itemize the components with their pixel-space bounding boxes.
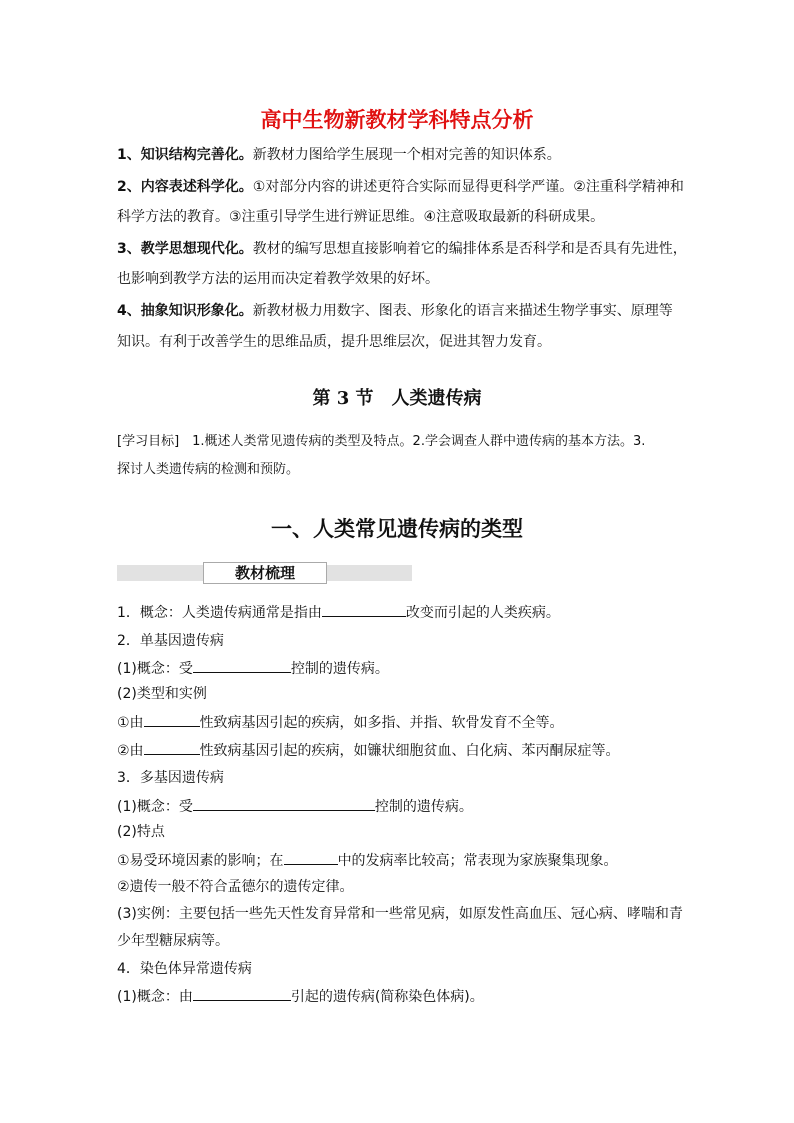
line-text: 1．概念：人类遗传病通常是指由 — [117, 605, 322, 621]
chromosomal-concept — [117, 986, 484, 1007]
line-text: 改变而引起的人类疾病。 — [405, 605, 560, 621]
feature-label: 3、教学思想现代化。 — [117, 241, 253, 257]
line-text: 控制的遗传病。 — [290, 661, 389, 677]
line-text: 引起的遗传病(简称染色体病)。 — [290, 989, 484, 1005]
line-text: (1)概念：由 — [117, 989, 193, 1005]
feature-text: 新教材极力用数字、图表、形象化的语言来描述生物学事实、原理等 — [252, 303, 673, 319]
fill-blank[interactable] — [193, 986, 291, 1001]
line-text: 性致病基因引起的疾病，如多指、并指、软骨发育不全等。 — [199, 715, 564, 731]
concept-line — [117, 602, 560, 623]
line-text: ①易受环境因素的影响；在 — [117, 853, 284, 869]
fill-blank[interactable] — [144, 712, 200, 727]
textbook-summary-label: 教材梳理 — [203, 562, 327, 584]
part-title: 一、人类常见遗传病的类型 — [271, 516, 523, 541]
feature-text: ①对部分内容的讲述更符合实际而显得更科学严谨。②注重科学精神和 — [252, 179, 684, 195]
line-text: ①由 — [117, 715, 144, 731]
examples-line-continued: 少年型糖尿病等。 — [117, 933, 229, 949]
feature-3 — [117, 239, 687, 259]
heading-single-gene: 2．单基因遗传病 — [117, 633, 224, 649]
fill-blank[interactable] — [284, 850, 338, 865]
heading-chromosomal: 4．染色体异常遗传病 — [117, 961, 252, 977]
characteristic-1 — [117, 850, 618, 871]
feature-label: 1、知识结构完善化。 — [117, 147, 253, 163]
fill-blank[interactable] — [193, 796, 375, 811]
feature-3-continued: 也影响到教学方法的运用而决定着教学效果的好坏。 — [117, 271, 439, 287]
polygenic-concept — [117, 796, 473, 817]
fill-blank[interactable] — [193, 658, 291, 673]
feature-text: 新教材力图给学生展现一个相对完善的知识体系。 — [252, 147, 561, 163]
page-title: 高中生物新教材学科特点分析 — [260, 108, 534, 132]
feature-4-continued: 知识。有利于改善学生的思维品质，提升思维层次，促进其智力发育。 — [117, 334, 551, 350]
feature-1 — [117, 145, 561, 165]
line-text: 中的发病率比较高；常表现为家族聚集现象。 — [337, 853, 618, 869]
learning-objectives-continued: 探讨人类遗传病的检测和预防。 — [117, 462, 300, 477]
characteristic-2: ②遗传一般不符合孟德尔的遗传定律。 — [117, 879, 354, 895]
feature-label: 4、抽象知识形象化。 — [117, 303, 253, 319]
heading-polygenic: 3．多基因遗传病 — [117, 770, 224, 786]
types-heading: (2)类型和实例 — [117, 686, 207, 702]
feature-2-continued: 科学方法的教育。③注重引导学生进行辨证思维。④注意吸取最新的科研成果。 — [117, 209, 605, 225]
fill-blank[interactable] — [322, 602, 406, 617]
fill-blank[interactable] — [144, 740, 200, 755]
examples-line: (3)实例：主要包括一些先天性发育异常和一些常见病，如原发性高血压、冠心病、哮喘和青 — [117, 906, 683, 922]
feature-4 — [117, 301, 673, 321]
section-title: 第 3 节 人类遗传病 — [312, 388, 482, 409]
characteristics-heading: (2)特点 — [117, 824, 165, 840]
type-recessive — [117, 740, 620, 761]
feature-text: 教材的编写思想直接影响着它的编排体系是否科学和是否具有先进性， — [252, 241, 687, 257]
learning-objectives: [学习目标] 1.概述人类常见遗传病的类型及特点。2.学会调查人群中遗传病的基本方法。3. — [117, 434, 646, 449]
line-text: (1)概念：受 — [117, 661, 193, 677]
single-gene-concept — [117, 658, 389, 679]
line-text: (1)概念：受 — [117, 799, 193, 815]
feature-2 — [117, 177, 684, 197]
feature-label: 2、内容表述科学化。 — [117, 179, 253, 195]
type-dominant — [117, 712, 564, 733]
line-text: 控制的遗传病。 — [374, 799, 473, 815]
line-text: 性致病基因引起的疾病，如镰状细胞贫血、白化病、苯丙酮尿症等。 — [199, 743, 620, 759]
line-text: ②由 — [117, 743, 144, 759]
